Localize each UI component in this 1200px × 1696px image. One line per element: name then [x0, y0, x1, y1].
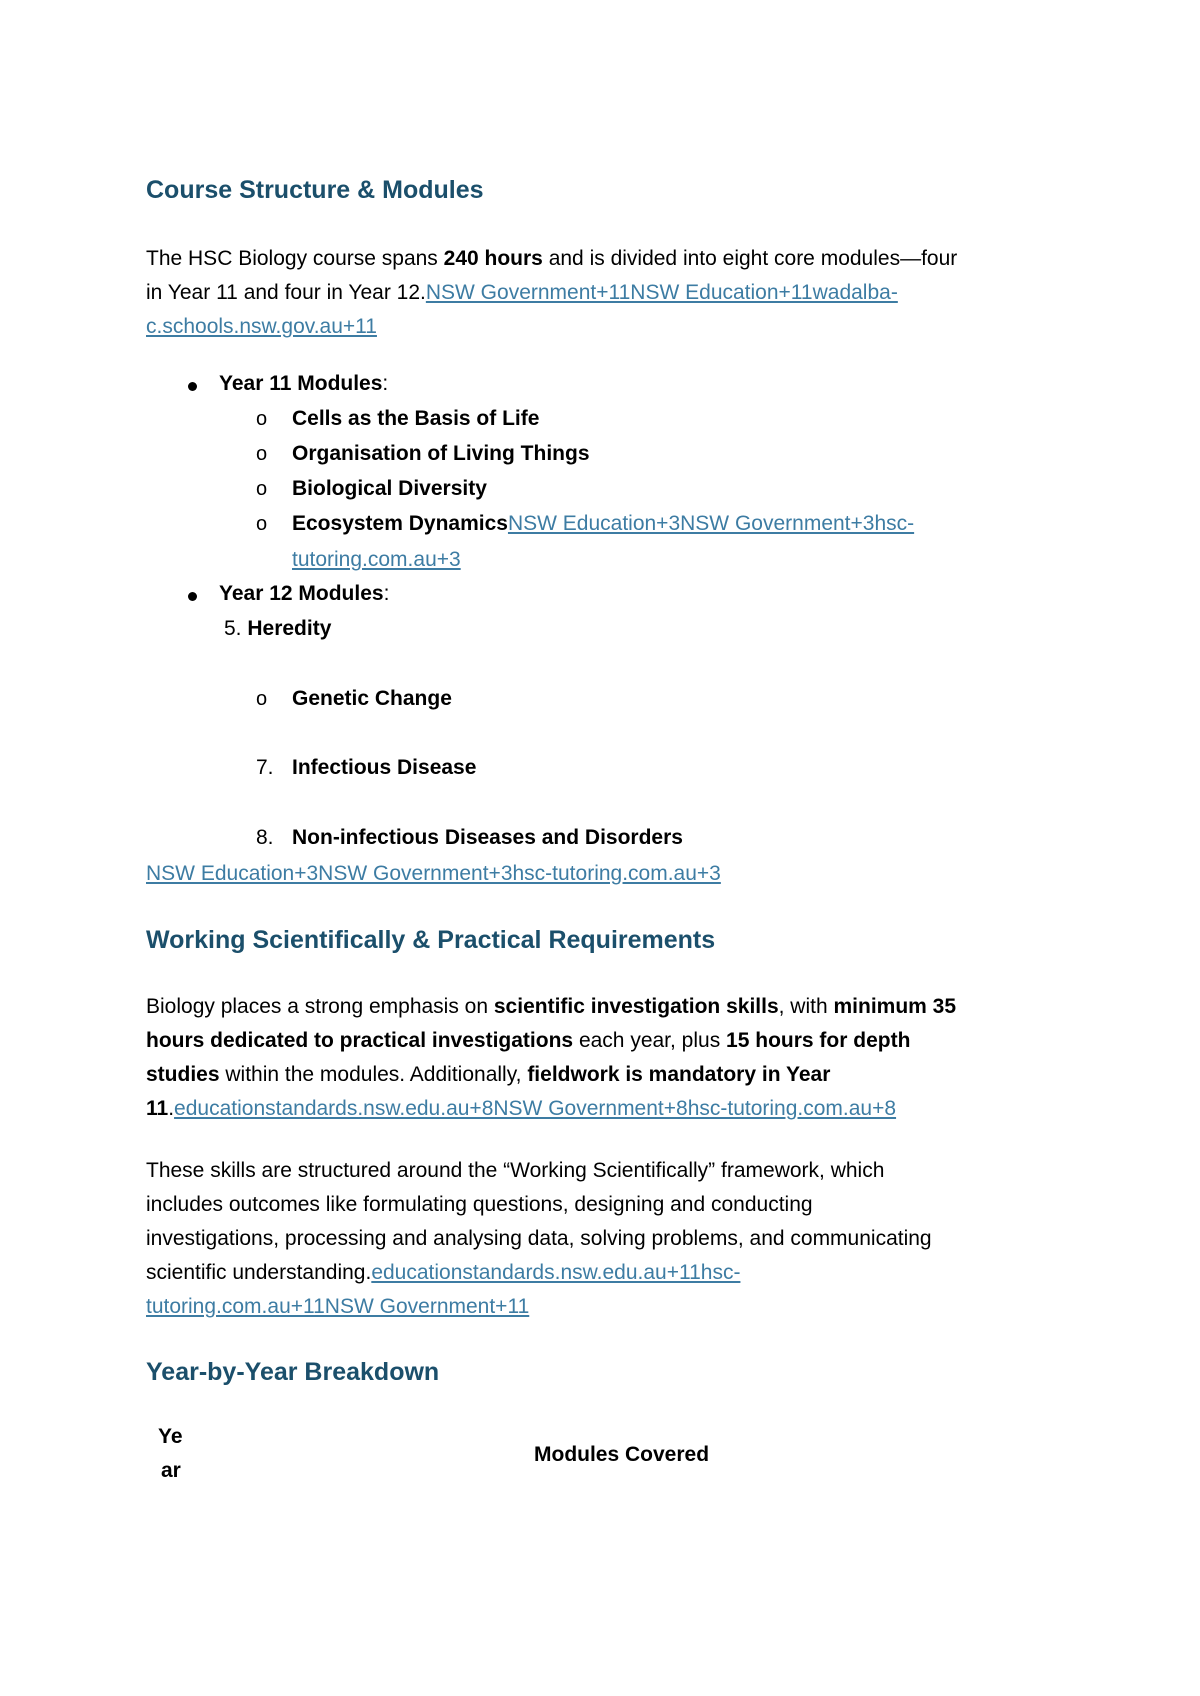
- year12-label: Year 12 Modules: [219, 582, 384, 605]
- heading-course-structure: Course Structure & Modules: [146, 176, 484, 204]
- circle-bullet-icon: o: [256, 513, 268, 535]
- table-header-modules: Modules Covered: [534, 1443, 710, 1466]
- circle-bullet-icon: o: [256, 688, 268, 710]
- p1-line-4: 11.educationstandards.nsw.edu.au+8NSW Government+8hsc-tutoring.com.au+8: [146, 1097, 897, 1120]
- circle-bullet-icon: o: [256, 408, 268, 430]
- list-number: 5.: [224, 617, 242, 640]
- p1-line-2: hours dedicated to practical investigations each year, plus 15 hours for depth: [146, 1029, 911, 1052]
- y11-source-link[interactable]: NSW Education+3NSW Government+3hsc-: [507, 512, 915, 535]
- intro-hours: 240 hours: [443, 247, 543, 270]
- intro-text: The HSC Biology course spans: [146, 247, 444, 270]
- list-number: 8.: [256, 826, 274, 849]
- table-header-year-a: Ye: [158, 1425, 183, 1448]
- y12-link-row: [146, 857, 721, 891]
- p2-line-5: [146, 1290, 529, 1324]
- p2-line-2: includes outcomes like formulating questions, designing and conducting: [146, 1193, 813, 1216]
- y12-module-5-row: [224, 617, 331, 641]
- p2-line-1: These skills are structured around the “Working Scientifically” framework, which: [146, 1159, 885, 1182]
- heading-year-breakdown: Year-by-Year Breakdown: [146, 1358, 440, 1386]
- y12-source-link[interactable]: NSW Education+3NSW Government+3hsc-tutoring.com.au+3: [146, 862, 721, 885]
- intro-line-1: [146, 242, 957, 276]
- bullet-dot-icon: [188, 382, 197, 391]
- y12-module-6: Genetic Change: [292, 687, 452, 710]
- p1-line-3: studies within the modules. Additionally, fieldwork is mandatory in Year: [146, 1063, 831, 1086]
- y11-module-1: Cells as the Basis of Life: [292, 407, 540, 430]
- year11-label: Year 11 Modules: [219, 372, 383, 395]
- p2-line-3: investigations, processing and analysing data, solving problems, and communicating: [146, 1227, 932, 1250]
- p2-source-link[interactable]: educationstandards.nsw.edu.au+11hsc-: [371, 1261, 741, 1284]
- p1-source-link[interactable]: educationstandards.nsw.edu.au+8NSW Government+8hsc-tutoring.com.au+8: [174, 1097, 897, 1120]
- year12-label-row: Year 12 Modules:: [219, 582, 390, 605]
- y12-module-7: Infectious Disease: [292, 756, 477, 779]
- y11-module-3: Biological Diversity: [292, 477, 487, 500]
- table-header-year-b: ar: [161, 1459, 181, 1482]
- intro-line-3: [146, 310, 377, 344]
- p2-line-4: scientific understanding.educationstandards.nsw.edu.au+11hsc-: [146, 1261, 741, 1284]
- intro-source-link[interactable]: NSW Government+11NSW Education+11wadalba-: [425, 281, 898, 304]
- bullet-dot-icon: [188, 592, 197, 601]
- y12-module-5: Heredity: [247, 617, 332, 640]
- p2-source-link-cont[interactable]: tutoring.com.au+11NSW Government+11: [146, 1295, 530, 1318]
- p1-line-1: Biology places a strong emphasis on scientific investigation skills, with minimum 35: [146, 995, 957, 1018]
- list-number: 7.: [256, 756, 274, 779]
- circle-bullet-icon: o: [256, 478, 268, 500]
- heading-working-scientifically: Working Scientifically & Practical Requirements: [146, 926, 716, 954]
- y11-module-2: Organisation of Living Things: [292, 442, 590, 465]
- intro-line-2: [146, 276, 898, 310]
- y12-module-8: Non-infectious Diseases and Disorders: [292, 826, 683, 849]
- intro-text-2: and is divided into eight core modules—four: [542, 247, 958, 270]
- y11-source-link-cont[interactable]: tutoring.com.au+3: [292, 548, 461, 571]
- circle-bullet-icon: o: [256, 443, 268, 465]
- intro-source-link-cont[interactable]: c.schools.nsw.gov.au+11: [146, 315, 377, 338]
- y11-module-4-row: [292, 512, 914, 536]
- y11-link-line-2: [292, 543, 461, 577]
- year11-label-row: Year 11 Modules:: [219, 372, 389, 395]
- y11-module-4: Ecosystem Dynamics: [292, 512, 508, 535]
- intro-text-3: in Year 11 and four in Year 12.: [146, 281, 426, 304]
